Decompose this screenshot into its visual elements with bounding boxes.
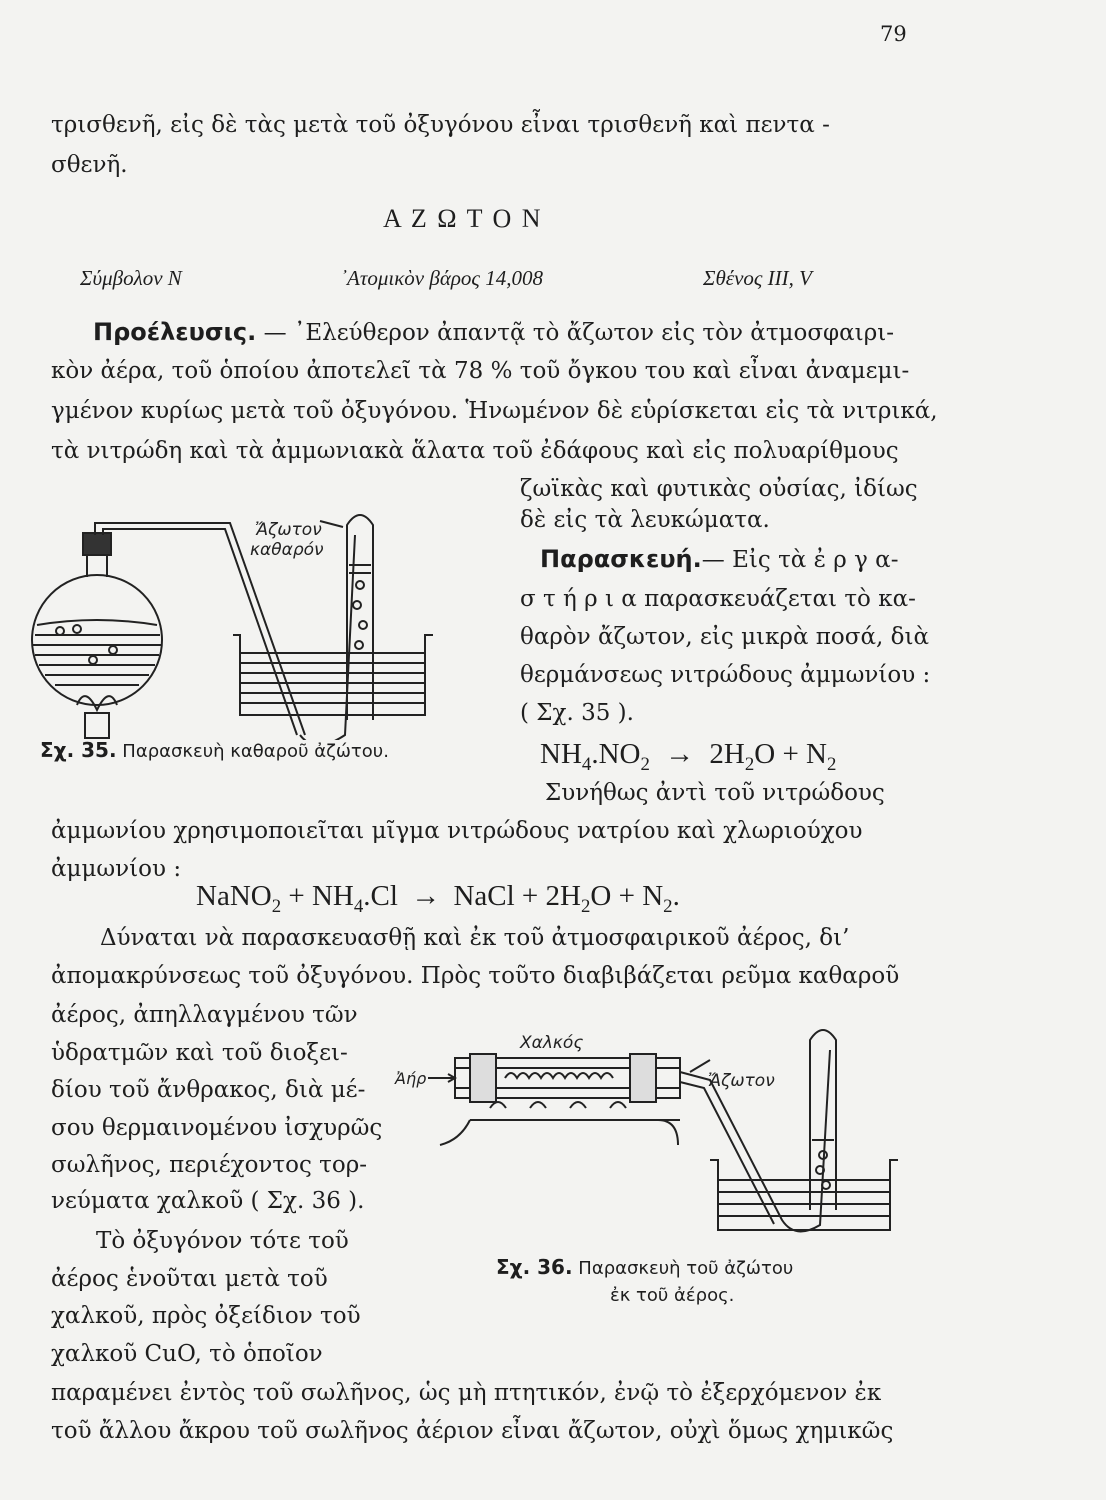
text-line: ἀέρος, ἀπηλλαγμένου τῶν	[51, 1002, 358, 1028]
text-line: δὲ εἰς τὰ λευκώματα.	[520, 507, 770, 533]
eq-term: + NH	[288, 880, 354, 912]
eq-subscript: 2	[744, 753, 755, 775]
eq-term: NaCl + 2H	[453, 880, 581, 912]
eq-subscript: 4	[353, 895, 364, 917]
eq-term: NaNO	[196, 880, 272, 912]
caption-text: Παρασκευὴ τοῦ ἀζώτου	[578, 1258, 794, 1279]
eq-term: .Cl	[363, 880, 398, 912]
eq-term: O + N	[754, 738, 827, 770]
figure-36-caption-line2: ἐκ τοῦ ἀέρος.	[610, 1285, 735, 1306]
eq-subscript: 2	[663, 895, 673, 917]
eq-term: .	[672, 880, 680, 912]
label-nitrogen: Ἄζωτον	[708, 1071, 775, 1091]
paragraph-preparation	[540, 545, 899, 573]
caption-number: Σχ. 36.	[496, 1255, 573, 1279]
text-line: θαρὸν ἄζωτον, εἰς μικρὰ ποσά, διὰ	[520, 624, 930, 650]
text-line: χαλκοῦ, πρὸς ὀξείδιον τοῦ	[51, 1303, 361, 1329]
eq-subscript: 2	[640, 753, 650, 775]
copper-turnings	[505, 1073, 613, 1078]
text-line: σου θερμαινομένου ἰσχυρῶς	[51, 1115, 383, 1141]
text-line: θερμάνσεως νιτρώδους ἀμμωνίου :	[520, 662, 931, 688]
text-line: τὰ νιτρώδη καὶ τὰ ἀμμωνιακὰ ἅλατα τοῦ ἐδάφους καὶ εἰς πολυαρίθμους	[51, 438, 899, 464]
section-heading: Α Ζ Ω Τ Ο Ν	[383, 204, 543, 233]
eq-term: .NO	[591, 738, 641, 770]
element-symbol: Σύμβολον N	[80, 266, 182, 290]
figure-36-apparatus	[390, 1020, 910, 1245]
atomic-weight: ᾽Ατομικὸν βάρος 14,008	[340, 266, 543, 290]
figure-36-caption	[496, 1255, 793, 1279]
page-number: 79	[880, 22, 907, 46]
text-line: Τὸ ὀξυγόνον τότε τοῦ	[96, 1228, 349, 1254]
label-pure-nitrogen-1: Ἄζωτον	[255, 520, 322, 540]
eq-subscript: 2	[580, 895, 591, 917]
eq-term: NH	[540, 738, 582, 770]
eq-term: O + N	[590, 880, 664, 912]
text-line: νεύματα χαλκοῦ ( Σχ. 36 ).	[51, 1188, 365, 1214]
text-line: σθενῆ.	[51, 152, 128, 178]
text-line: παραμένει ἐντὸς τοῦ σωλῆνος, ὡς μὴ πτητικόν, ἐνῷ τὸ ἐξερχόμενον ἐκ	[51, 1380, 882, 1406]
water-trough	[710, 1160, 898, 1230]
label-pure-nitrogen-2: καθαρόν	[250, 540, 324, 560]
text-line: ἀμμωνίου χρησιμοποιεῖται μῖγμα νιτρώδους νατρίου καὶ χλωριούχου	[51, 818, 863, 844]
text-line: ζωϊκὰς καὶ φυτικὰς οὐσίας, ἰδίως	[520, 476, 918, 502]
eq-term: 2H	[709, 738, 745, 770]
text-line: Συνήθως ἀντὶ τοῦ νιτρώδους	[545, 780, 885, 806]
eq-subscript: 2	[271, 895, 282, 917]
eq-subscript: 4	[581, 753, 592, 775]
text-line: τοῦ ἄλλου ἄκρου τοῦ σωλῆνος ἀέριον εἶναι ἄζωτον, οὐχὶ ὅμως χημικῶς	[51, 1418, 894, 1444]
text-line: ( Σχ. 35 ).	[520, 700, 634, 726]
text-line: ἀμμωνίου :	[51, 856, 182, 882]
text-line: — ᾽Ελεύθερον ἀπαντᾷ τὸ ἄζωτον εἰς τὸν ἀτμοσφαιρι-	[263, 320, 895, 346]
text-line: ἀπομακρύνσεως τοῦ ὀξυγόνου. Πρὸς τοῦτο διαβιβάζεται ρεῦμα καθαροῦ	[51, 963, 900, 989]
origin-label: Προέλευσις.	[93, 318, 257, 346]
text-line: σ τ ή ρ ι α παρασκευάζεται τὸ κα-	[520, 586, 916, 612]
preparation-label: Παρασκευή.	[540, 545, 702, 573]
valence: Σθένος III, V	[703, 266, 812, 290]
caption-text: Παρασκευὴ καθαροῦ ἀζώτου.	[122, 741, 389, 762]
text-line: γμένον κυρίως μετὰ τοῦ ὀξυγόνου. Ἡνωμένον δὲ εὑρίσκεται εἰς τὰ νιτρικά,	[51, 398, 938, 424]
eq-arrow: →	[665, 738, 695, 770]
eq-arrow: →	[411, 880, 441, 912]
text-line: σωλῆνος, περιέχοντος τορ-	[51, 1152, 368, 1178]
label-air: Ἀήρ	[395, 1069, 427, 1088]
label-copper: Χαλκός	[520, 1033, 584, 1053]
text-line: ἀέρος ἑνοῦται μετὰ τοῦ	[51, 1266, 328, 1292]
text-line: Δύναται νὰ παρασκευασθῇ καὶ ἐκ τοῦ ἀτμοσφαιρικοῦ ἀέρος, δι’	[100, 925, 850, 951]
text-line: κὸν ἀέρα, τοῦ ὁποίου ἀποτελεῖ τὰ 78 % τοῦ ὄγκου του καὶ εἶναι ἀναμεμι-	[51, 358, 910, 384]
paragraph-origin	[93, 318, 894, 346]
text-line: δίου τοῦ ἄνθρακος, διὰ μέ-	[51, 1077, 366, 1103]
eq-subscript: 2	[827, 753, 837, 775]
figure-35-apparatus	[15, 505, 460, 740]
figure-35-caption	[40, 738, 389, 762]
text-line: — Εἰς τὰ ἐ ρ γ α-	[701, 547, 899, 573]
equation-ammonium-nitrite	[540, 738, 836, 776]
caption-number: Σχ. 35.	[40, 738, 117, 762]
equation-sodium-nitrite	[196, 880, 680, 918]
text-line: χαλκοῦ CuO, τὸ ὁποῖον	[51, 1341, 323, 1367]
text-line: ὑδρατμῶν καὶ τοῦ διοξει-	[51, 1040, 348, 1066]
stopper	[83, 533, 111, 555]
text-line: τρισθενῆ, εἰς δὲ τὰς μετὰ τοῦ ὀξυγόνου εἶναι τρισθενῆ καὶ πεντα -	[51, 112, 830, 138]
